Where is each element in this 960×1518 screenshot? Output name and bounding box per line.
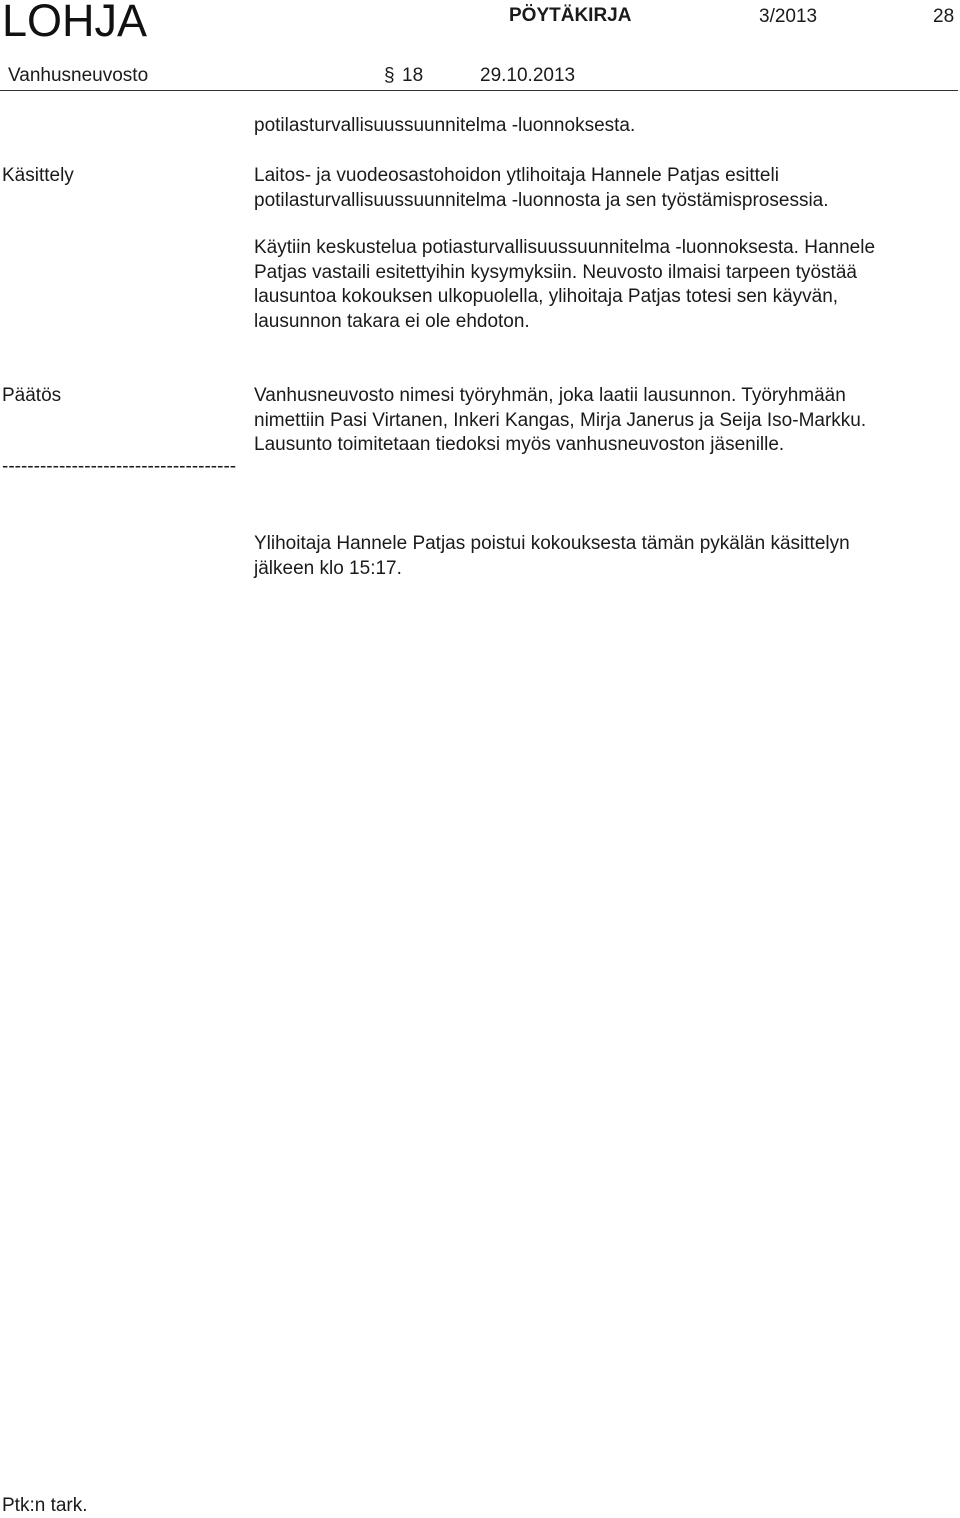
dashed-separator: ------------------------------------- — [2, 456, 237, 477]
paatos-label: Päätös — [2, 385, 62, 406]
paragraph-line: lausunnon takara ei ole ehdoton. — [254, 310, 530, 332]
paragraph-line: Vanhusneuvosto nimesi työryhmän, joka laatii lausunnon. Työryhmään — [254, 385, 846, 406]
paragraph-line: potilasturvallisuussuunnitelma -luonnosta ja sen työstämisprosessia. — [254, 189, 829, 211]
kasittely-paragraph-2 — [254, 236, 875, 334]
intro-text — [254, 114, 635, 139]
paragraph-line: Ylihoitaja Hannele Patjas poistui kokouksesta tämän pykälän käsittelyn — [254, 533, 850, 554]
departure-note — [254, 532, 850, 581]
paragraph-line: nimettiin Pasi Virtanen, Inkeri Kangas, Mirja Janerus ja Seija Iso-Markku. — [254, 409, 867, 431]
meeting-date: 29.10.2013 — [480, 65, 576, 86]
kasittely-label: Käsittely — [2, 165, 74, 186]
lohja-logo: LOHJA — [2, 0, 148, 46]
paatos-text — [254, 384, 866, 458]
intro-line: potilasturvallisuussuunnitelma -luonnoksesta. — [254, 115, 636, 136]
paragraph-line: Laitos- ja vuodeosastohoidon ytlihoitaja Hannele Patjas esitteli — [254, 165, 779, 186]
section-sign: § — [384, 65, 395, 86]
paragraph-line: jälkeen klo 15:17. — [254, 557, 402, 579]
document-number: 3/2013 — [759, 6, 818, 27]
paragraph-line: lausuntoa kokouksen ulkopuolella, ylihoitaja Patjas totesi sen käyvän, — [254, 286, 839, 307]
document-type: PÖYTÄKIRJA — [509, 5, 632, 26]
header-divider — [0, 90, 958, 91]
paragraph-line: Lausunto toimitetaan tiedoksi myös vanhusneuvoston jäsenille. — [254, 434, 785, 455]
minutes-checker-footer: Ptk:n tark. — [2, 1495, 88, 1516]
kasittely-paragraph-1 — [254, 164, 829, 213]
paragraph-line: Patjas vastaili esitettyihin kysymyksiin. Neuvosto ilmaisi tarpeen työstää — [254, 261, 857, 283]
paragraph-line: Käytiin keskustelua potiasturvallisuussuunnitelma -luonnoksesta. Hannele — [254, 237, 876, 258]
section-number: 18 — [402, 65, 424, 86]
organ-name: Vanhusneuvosto — [8, 65, 149, 86]
page-number: 28 — [933, 6, 955, 27]
